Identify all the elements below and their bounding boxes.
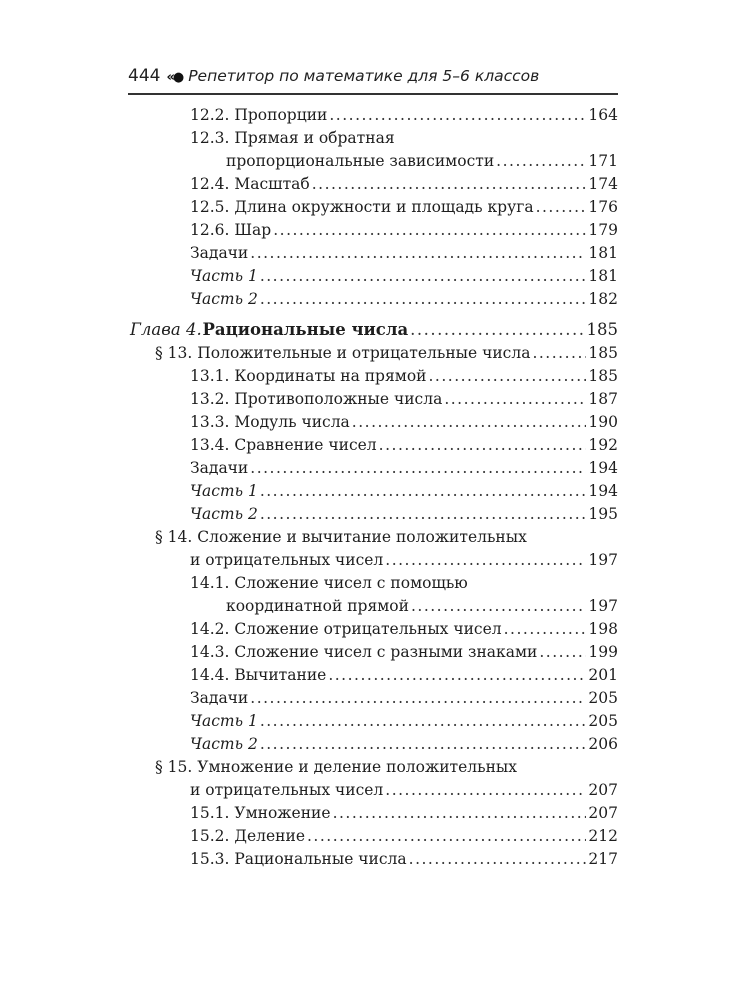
toc-entry-page: 199	[588, 643, 618, 661]
toc-entry-page: 205	[588, 689, 618, 707]
toc-section[interactable]	[155, 342, 618, 365]
header-rule	[128, 93, 618, 95]
toc-entry[interactable]	[190, 825, 618, 848]
toc-entry-label: Часть 2	[190, 735, 258, 753]
toc-entry-label: 15.3. Рациональные числа	[190, 850, 407, 868]
leader-dots	[352, 411, 587, 434]
toc-entry-label: Часть 2	[190, 505, 258, 523]
leader-dots	[333, 802, 587, 825]
toc-entry-label: 12.2. Пропорции	[190, 106, 328, 124]
toc-entry[interactable]	[190, 641, 618, 664]
leader-dots	[328, 664, 586, 687]
leader-dots	[444, 388, 586, 411]
toc-entry-page: 192	[588, 436, 618, 454]
toc-entry-page: 182	[588, 290, 618, 308]
toc-section[interactable]	[155, 526, 618, 549]
toc-entry-page: 187	[588, 390, 618, 408]
leader-dots	[539, 641, 586, 664]
toc-section[interactable]	[155, 756, 618, 779]
leader-dots	[250, 242, 586, 265]
toc-entry[interactable]	[190, 572, 618, 595]
toc-entry-page: 179	[588, 221, 618, 239]
toc-entry-label: 13.3. Модуль числа	[190, 413, 350, 431]
toc-entry-part[interactable]	[190, 710, 618, 733]
leader-dots	[260, 288, 587, 311]
toc-entry-part[interactable]	[190, 733, 618, 756]
toc-entry-page: 164	[588, 106, 618, 124]
toc-entry-label: и отрицательных чисел	[190, 551, 384, 569]
toc-entry-page: 205	[588, 712, 618, 730]
toc-entry[interactable]	[190, 802, 618, 825]
toc-entry-page: 194	[588, 482, 618, 500]
toc-entry-page: 190	[588, 413, 618, 431]
toc-entry[interactable]	[190, 618, 618, 641]
toc-entry-label: § 13. Положительные и отрицательные числа	[155, 344, 531, 362]
leader-dots	[307, 825, 586, 848]
toc-entry-page: 198	[588, 620, 618, 638]
toc-entry-continuation[interactable]	[226, 595, 618, 618]
leader-dots	[260, 710, 587, 733]
leader-dots	[536, 196, 587, 219]
toc-section-continuation[interactable]	[190, 779, 618, 802]
leader-dots	[273, 219, 586, 242]
toc-entry-label: 14.1. Сложение чисел с помощью	[190, 574, 468, 592]
toc-entry[interactable]	[190, 365, 618, 388]
toc-entry[interactable]	[190, 848, 618, 871]
toc-entry-label: Задачи	[190, 689, 249, 707]
toc-entry-page: 195	[588, 505, 618, 523]
toc-entry-label: 13.4. Сравнение чисел	[190, 436, 377, 454]
toc-entry-label: 15.1. Умножение	[190, 804, 331, 822]
toc-entry-page: 206	[588, 735, 618, 753]
toc-entry-page: 176	[588, 198, 618, 216]
toc-entry-label: 13.1. Координаты на прямой	[190, 367, 427, 385]
leader-dots	[428, 365, 586, 388]
toc-entry[interactable]	[190, 173, 618, 196]
toc-chapter[interactable]	[130, 318, 618, 341]
toc-entry-part[interactable]	[190, 480, 618, 503]
toc-entry[interactable]	[190, 411, 618, 434]
toc-entry-part[interactable]	[190, 265, 618, 288]
leader-dots	[260, 733, 587, 756]
leader-dots	[409, 848, 587, 871]
leader-dots	[410, 318, 584, 341]
toc-entry[interactable]	[190, 196, 618, 219]
bullet-marker-icon: «●	[166, 70, 183, 85]
leader-dots	[532, 342, 586, 365]
toc-entry-label: Часть 2	[190, 290, 258, 308]
toc-entry-label: Задачи	[190, 244, 249, 262]
toc-entry[interactable]	[190, 388, 618, 411]
running-header	[128, 66, 618, 90]
leader-dots	[312, 173, 587, 196]
leader-dots	[329, 104, 586, 127]
leader-dots	[411, 595, 586, 618]
leader-dots	[385, 549, 586, 572]
toc-entry-page: 181	[588, 244, 618, 262]
toc-entry-problems[interactable]	[190, 242, 618, 265]
toc-entry-label: § 14. Сложение и вычитание положительных	[155, 528, 527, 546]
toc-entry[interactable]	[190, 219, 618, 242]
toc-entry[interactable]	[190, 127, 618, 150]
leader-dots	[496, 150, 586, 173]
toc-entry-page: 197	[588, 551, 618, 569]
leader-dots	[250, 457, 586, 480]
leader-dots	[250, 687, 586, 710]
toc-entry-label: 13.2. Противоположные числа	[190, 390, 443, 408]
toc-entry-page: 194	[588, 459, 618, 477]
chapter-title: Рациональные числа	[202, 320, 409, 339]
toc-entry-label: 14.3. Сложение чисел с разными знаками	[190, 643, 538, 661]
toc-entry-page: 212	[588, 827, 618, 845]
toc-entry-label: и отрицательных чисел	[190, 781, 384, 799]
toc-entry-label: Задачи	[190, 459, 249, 477]
toc-entry-label: 14.2. Сложение отрицательных чисел	[190, 620, 502, 638]
toc-entry-label: § 15. Умножение и деление положительных	[155, 758, 517, 776]
toc-entry-page: 217	[588, 850, 618, 868]
page-number: 444	[128, 66, 161, 86]
toc-entry-problems[interactable]	[190, 687, 618, 710]
toc-entry-part[interactable]	[190, 288, 618, 311]
toc-entry-page: 171	[588, 152, 618, 170]
toc-entry-page: 185	[588, 344, 618, 362]
leader-dots	[260, 503, 587, 526]
toc-entry-label: координатной прямой	[226, 597, 409, 615]
toc-entry-page: 185	[588, 367, 618, 385]
toc-entry-part[interactable]	[190, 503, 618, 526]
toc-entry-page: 207	[588, 804, 618, 822]
toc-entry-label: 14.4. Вычитание	[190, 666, 327, 684]
toc-entry-label: 12.4. Масштаб	[190, 175, 310, 193]
toc-entry-page: 197	[588, 597, 618, 615]
toc-entry-label: 15.2. Деление	[190, 827, 305, 845]
toc-section-continuation[interactable]	[190, 549, 618, 572]
toc-entry-continuation[interactable]	[226, 150, 618, 173]
leader-dots	[260, 480, 587, 503]
leader-dots	[385, 779, 586, 802]
leader-dots	[379, 434, 587, 457]
toc-entry-page: 174	[588, 175, 618, 193]
leader-dots	[260, 265, 587, 288]
toc-entry-page: 201	[588, 666, 618, 684]
toc-entry-page: 181	[588, 267, 618, 285]
toc-entry-label: Часть 1	[190, 712, 258, 730]
toc-entry[interactable]	[190, 434, 618, 457]
toc-entry-label: Часть 1	[190, 482, 258, 500]
toc-entry[interactable]	[190, 664, 618, 687]
toc-entry-page: 185	[586, 320, 618, 339]
toc-entry-page: 207	[588, 781, 618, 799]
toc-entry-label: Часть 1	[190, 267, 258, 285]
book-title: Репетитор по математике для 5–6 классов	[188, 67, 540, 85]
toc-entry-label: 12.5. Длина окружности и площадь круга	[190, 198, 534, 216]
chapter-prefix: Глава 4.	[130, 320, 202, 339]
toc-entry-label: пропорциональные зависимости	[226, 152, 495, 170]
toc-entry-label: 12.3. Прямая и обратная	[190, 129, 395, 147]
toc-entry[interactable]	[190, 104, 618, 127]
leader-dots	[504, 618, 587, 641]
toc-entry-label: 12.6. Шар	[190, 221, 272, 239]
toc-entry-problems[interactable]	[190, 457, 618, 480]
